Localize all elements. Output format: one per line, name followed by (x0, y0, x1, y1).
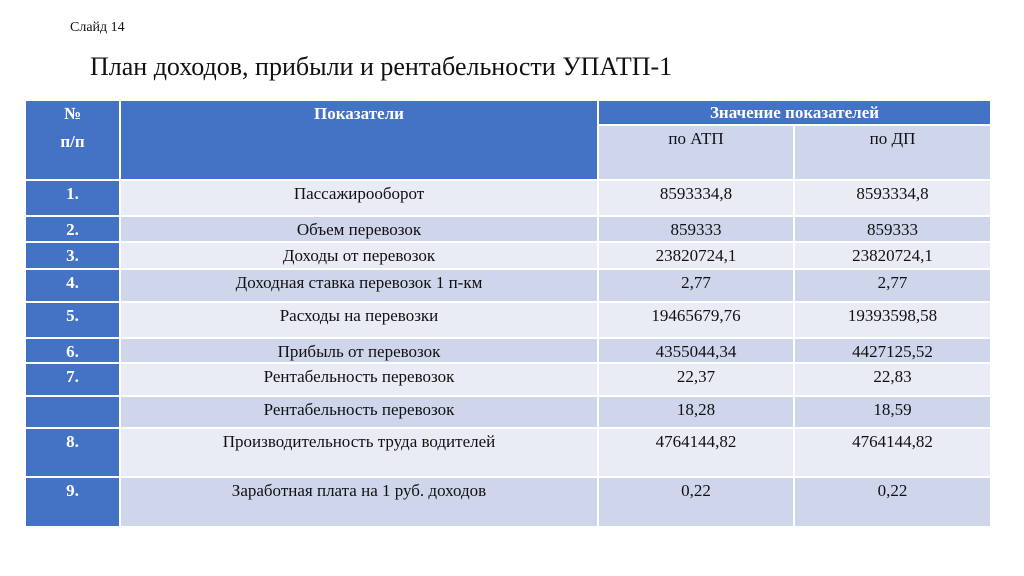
indicators-table (24, 99, 992, 528)
row-indicator-name: Расходы на перевозки (120, 302, 598, 338)
row-number: 9. (25, 477, 120, 527)
row-indicator-name: Рентабельность перевозок (120, 363, 598, 396)
row-number: 2. (25, 216, 120, 242)
row-value-atp: 23820724,1 (598, 242, 794, 269)
header-indicator: Показатели (120, 100, 598, 180)
row-number (25, 396, 120, 428)
table-row (25, 302, 991, 338)
slide-title: План доходов, прибыли и рентабельности УПАТП-1 (90, 52, 673, 81)
row-value-dp: 8593334,8 (794, 180, 991, 216)
row-number: 3. (25, 242, 120, 269)
row-value-dp: 23820724,1 (794, 242, 991, 269)
row-indicator-name: Прибыль от перевозок (120, 338, 598, 363)
row-value-dp: 4764144,82 (794, 428, 991, 477)
header-number (25, 100, 120, 180)
row-number: 5. (25, 302, 120, 338)
row-indicator-name: Объем перевозок (120, 216, 598, 242)
row-indicator-name: Пассажирооборот (120, 180, 598, 216)
row-value-dp: 4427125,52 (794, 338, 991, 363)
header-col-dp: по ДП (794, 125, 991, 180)
row-value-dp: 859333 (794, 216, 991, 242)
row-value-dp: 22,83 (794, 363, 991, 396)
row-value-dp: 19393598,58 (794, 302, 991, 338)
row-value-atp: 0,22 (598, 477, 794, 527)
row-indicator-name: Доходная ставка перевозок 1 п-км (120, 269, 598, 302)
table-row (25, 396, 991, 428)
row-indicator-name: Доходы от перевозок (120, 242, 598, 269)
row-value-atp: 18,28 (598, 396, 794, 428)
table-row (25, 428, 991, 477)
header-number-line1: № (63, 104, 82, 123)
header-col-atp: по АТП (598, 125, 794, 180)
table-row (25, 477, 991, 527)
row-indicator-name: Производительность труда водителей (120, 428, 598, 477)
slide-number-label: Слайд 14 (70, 20, 125, 35)
table-row (25, 180, 991, 216)
table-row (25, 269, 991, 302)
row-value-atp: 8593334,8 (598, 180, 794, 216)
row-number: 4. (25, 269, 120, 302)
table-row (25, 338, 991, 363)
row-number: 1. (25, 180, 120, 216)
row-value-dp: 0,22 (794, 477, 991, 527)
row-value-atp: 22,37 (598, 363, 794, 396)
row-value-atp: 4764144,82 (598, 428, 794, 477)
row-value-atp: 4355044,34 (598, 338, 794, 363)
table-body (25, 180, 991, 527)
row-indicator-name: Заработная плата на 1 руб. доходов (120, 477, 598, 527)
row-value-atp: 2,77 (598, 269, 794, 302)
table-row (25, 216, 991, 242)
row-number: 6. (25, 338, 120, 363)
row-value-dp: 2,77 (794, 269, 991, 302)
row-number: 8. (25, 428, 120, 477)
header-value-group: Значение показателей (598, 100, 991, 125)
row-value-dp: 18,59 (794, 396, 991, 428)
row-value-atp: 19465679,76 (598, 302, 794, 338)
row-number: 7. (25, 363, 120, 396)
header-number-line2: п/п (60, 132, 85, 151)
table-row (25, 363, 991, 396)
table-row (25, 242, 991, 269)
row-value-atp: 859333 (598, 216, 794, 242)
row-indicator-name: Рентабельность перевозок (120, 396, 598, 428)
